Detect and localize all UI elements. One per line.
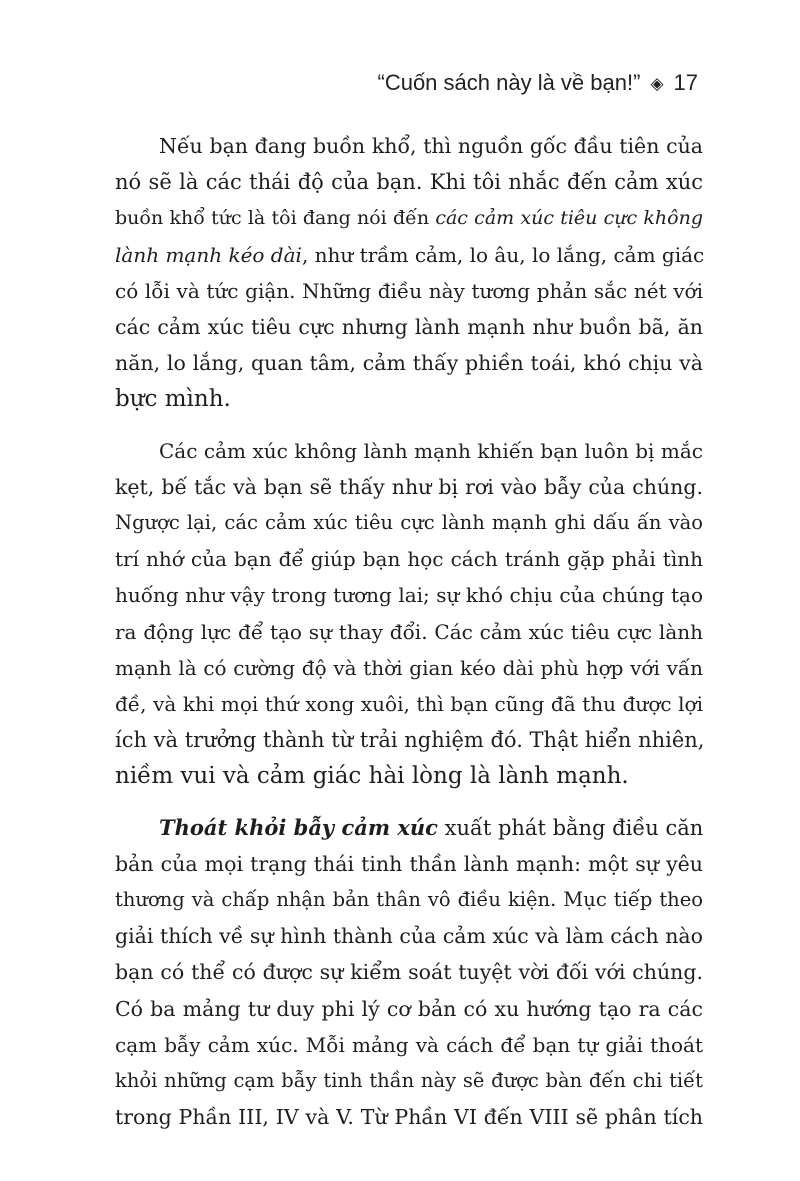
- text-line: Nếu bạn đang buồn khổ, thì nguồn gốc đầu tiên của: [159, 134, 703, 158]
- text-line: Ngược lại, các cảm xúc tiêu cực lành mạnh ghi dấu ấn vào: [115, 511, 703, 535]
- text-line: cạm bẫy cảm xúc. Mỗi mảng và cách để bạn tự giải thoát: [115, 1032, 703, 1057]
- text-line: Các cảm xúc không lành mạnh khiến bạn luôn bị mắc: [159, 438, 703, 463]
- text-line: ích và trưởng thành từ trải nghiệm đó. Thật hiển nhiên,: [115, 728, 705, 753]
- text-line: kẹt, bế tắc và bạn sẽ thấy như bị rơi vào bẫy của chúng.: [115, 474, 703, 499]
- text-line: trong Phần III, IV và V. Từ Phần VI đến VIII sẽ phân tích: [115, 1105, 703, 1130]
- running-head: [378, 70, 699, 96]
- body-text: [115, 128, 703, 1135]
- paragraph-1: [115, 128, 703, 418]
- text-line: ra động lực để tạo sự thay đổi. Các cảm xúc tiêu cực lành: [115, 619, 703, 644]
- text-line: nó sẽ là các thái độ của bạn. Khi tôi nhắc đến cảm xúc: [115, 170, 703, 195]
- text-line: trí nhớ của bạn để giúp bạn học cách tránh gặp phải tình: [115, 547, 703, 572]
- text-line: bản của mọi trạng thái tinh thần lành mạnh: một sự yêu: [115, 851, 703, 876]
- book-title: Thoát khỏi bẫy cảm xúc: [159, 814, 438, 840]
- text-line: khỏi những cạm bẫy tinh thần này sẽ được bàn đến chi tiết: [115, 1069, 703, 1093]
- text-line: thương và chấp nhận bản thân vô điều kiện. Mục tiếp theo: [115, 888, 703, 912]
- text-line: niềm vui và cảm giác hài lòng là lành mạnh.: [115, 763, 629, 790]
- text-line: [115, 237, 703, 273]
- text-run: buồn khổ tức là tôi đang nói đến: [115, 207, 436, 230]
- diamond-ornament-icon: ◈: [650, 73, 664, 93]
- text-line: bực mình.: [115, 386, 231, 413]
- text-line: mạnh là có cường độ và thời gian kéo dài phù hợp với vấn: [115, 655, 703, 680]
- text-line: năn, lo lắng, quan tâm, cảm thấy phiền toái, khó chịu và: [115, 351, 703, 376]
- text-line: Có ba mảng tư duy phi lý cơ bản có xu hướng tạo ra các: [115, 996, 703, 1021]
- text-line: có lỗi và tức giận. Những điều này tương phản sắc nét với: [115, 278, 703, 303]
- text-run: xuất phát bằng điều căn: [437, 815, 704, 840]
- paragraph-3: [115, 810, 703, 1136]
- italic-phrase: các cảm xúc tiêu cực không: [435, 207, 703, 230]
- text-line: các cảm xúc tiêu cực nhưng lành mạnh như buồn bã, ăn: [115, 315, 703, 340]
- text-line: đề, và khi mọi thứ xong xuôi, thì bạn cũng đã thu được lợi: [115, 692, 703, 717]
- paragraph-2: [115, 433, 703, 795]
- text-line: [115, 810, 703, 846]
- running-title: “Cuốn sách này là về bạn!”: [377, 70, 641, 95]
- text-line: [115, 200, 703, 236]
- page-number: 17: [673, 70, 698, 95]
- text-line: huống như vậy trong tương lai; sự khó chịu của chúng tạo: [115, 583, 703, 608]
- text-line: giải thích về sự hình thành của cảm xúc và làm cách nào: [115, 924, 703, 949]
- text-line: bạn có thể có được sự kiểm soát tuyệt vời đối với chúng.: [115, 960, 703, 985]
- text-run: , như trầm cảm, lo âu, lo lắng, cảm giác: [301, 242, 705, 267]
- italic-phrase: lành mạnh kéo dài: [115, 242, 302, 267]
